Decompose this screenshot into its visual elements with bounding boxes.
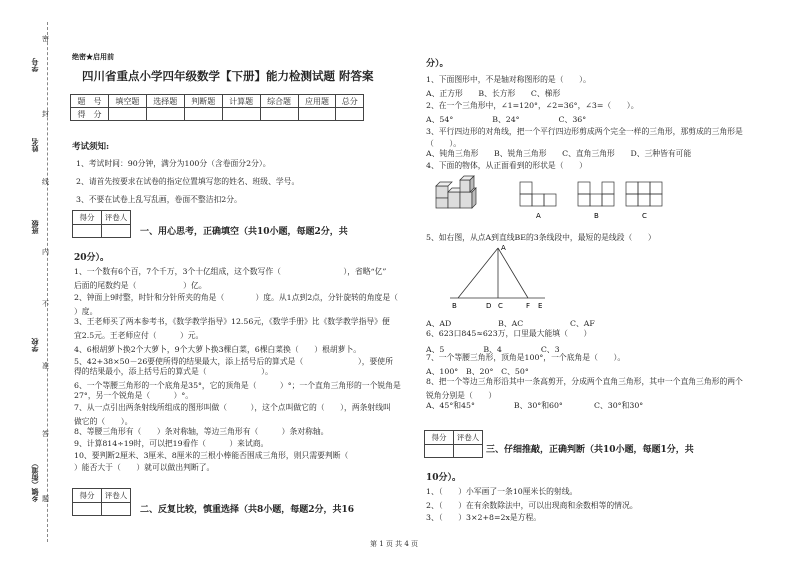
- table-cell: 选择题: [146, 95, 184, 108]
- page-title: 四川省重点小学四年级数学【下册】能力检测试题 附答案: [82, 69, 374, 83]
- question-line: A、5 B、4 C、3: [426, 345, 560, 354]
- question-line: 2、（ ）在有余数除法中，可以出现商和余数相等的情况。: [426, 501, 638, 510]
- seal-char: 不: [42, 300, 49, 308]
- question-line: ）能否大于（ ）就可以做出判断了。: [74, 463, 215, 472]
- question-line: 2、钟面上9时整，时针和分针所夹的角是（ ）度。从1点到2点，分针旋转的角度是（: [74, 293, 398, 302]
- question-line: 3、平行四边形的对角线，把一个平行四边形剪成两个完全一样的三角形，那剪成的三角形是: [426, 127, 743, 136]
- question-line: 3、王老师买了两本参考书，《数学教学指导》12.56元，《数学手册》比《数学教学指导》便: [74, 317, 390, 326]
- question-line: 5、42+38×50－26要使所得的结果最大，添上括号后的算式是（ ），要使所: [74, 357, 393, 366]
- question-line: A、正方形 B、长方形 C、梯形: [426, 89, 561, 98]
- table-cell: 计算题: [222, 95, 260, 108]
- scorebox-cell: [425, 445, 454, 458]
- scorebox-label: 评卷人: [102, 489, 131, 503]
- question-line: A、100° B、20° C、50°: [426, 367, 529, 376]
- scorebox-cell: [102, 503, 131, 516]
- table-cell: [184, 108, 222, 121]
- section3-heading-cont: 10分）。: [426, 473, 462, 483]
- table-cell: [298, 108, 336, 121]
- question-line: 1、一个数有6个百，7个千万，3个十亿组成，这个数写作（ ），省略“亿”: [74, 267, 387, 276]
- scorebox-label: 得分: [73, 211, 102, 225]
- question-line: （ ）。: [426, 139, 462, 148]
- notice-item: 2、请首先按要求在试卷的指定位置填写您的姓名、班级、学号。: [76, 177, 300, 186]
- notice-item: 1、考试时间：90分钟，满分为100分（含卷面分2分）。: [76, 159, 271, 168]
- seal-char: 线: [42, 178, 49, 186]
- question-line: 1、下面图形中，不是轴对称图形的是（ ）。: [426, 75, 591, 84]
- scorebox: [424, 430, 483, 458]
- figure-label-b: B: [594, 212, 599, 220]
- table-cell: 总分: [336, 95, 364, 108]
- table-cell: 综合题: [260, 95, 298, 108]
- point-label-c: C: [498, 302, 503, 310]
- question-line: 宜2.5元。王老师应付（ ）元。: [74, 331, 204, 340]
- question-line: ）度。: [74, 307, 98, 316]
- scorebox-cell: [454, 445, 483, 458]
- section1-heading: 一、用心思考，正确填空（共10小题，每题2分，共: [140, 227, 348, 237]
- question-line: 6、一个等腰三角形的一个底角是35°，它的顶角是（ ）°；一个直角三角形的一个锐角是: [74, 381, 401, 390]
- question-line: 8、把一个等边三角形沿其中一条高剪开，分成两个直角三角形，其中一个直角三角形的两个: [426, 377, 743, 386]
- scorebox-label: 评卷人: [102, 211, 131, 225]
- section3-heading: 三、仔细推敲，正确判断（共10小题，每题1分，共: [486, 445, 694, 455]
- point-label-f: F: [526, 302, 531, 310]
- side-label-township: 乡镇（街道）: [30, 460, 39, 502]
- question-line: 得的结果最小，添上括号后的算式是（ ）。: [74, 367, 273, 376]
- table-cell: 应用题: [298, 95, 336, 108]
- question-line: 4、6根胡萝卜换2个大萝卜，9个大萝卜换3棵白菜，6棵白菜换（ ）根胡萝卜。: [74, 345, 362, 354]
- question-line: A、54° B、24° C、36°: [426, 115, 587, 124]
- question-line: 27°，另一个锐角是（ ）°。: [74, 391, 194, 400]
- scorebox-cell: [73, 225, 102, 238]
- question-line: 9、计算814÷19时，可以把19看作（ ）来试商。: [74, 439, 269, 448]
- scorebox-label: 得分: [73, 489, 102, 503]
- seal-char: 准: [42, 362, 49, 370]
- scorebox-label: 得分: [425, 431, 454, 445]
- side-label-student-id: 学号: [30, 58, 39, 72]
- question-line: A、AD B、AC C、AF: [426, 319, 595, 328]
- question-line: 6、623口845≈623万，口里最大能填（ ）: [426, 329, 592, 338]
- seal-char: 封: [42, 110, 49, 118]
- scorebox-cell: [102, 225, 131, 238]
- notice-item: 3、不要在试卷上乱写乱画，卷面不整洁扣2分。: [76, 195, 242, 204]
- view-figure-a: [520, 182, 556, 206]
- question-line: 2、在一个三角形中，∠1=120°，∠2=36°，∠3=（ ）。: [426, 101, 639, 110]
- scorebox: [72, 488, 131, 516]
- cube-stack-figure: [436, 176, 476, 208]
- figure-label-c: C: [642, 212, 647, 220]
- table-row: [71, 95, 364, 108]
- section2-heading-cont: 分）。: [426, 59, 449, 69]
- table-cell: 得 分: [71, 108, 109, 121]
- page-footer: 第 1 页 共 4 页: [370, 540, 419, 548]
- q4-figures: [430, 170, 670, 225]
- question-line: 10、要判断2厘米、3厘米、8厘米的三根小棒能否围成三角形，则只需要判断（: [74, 451, 349, 460]
- point-label-b: B: [452, 302, 457, 310]
- scorebox: [72, 210, 131, 238]
- q5-geometry: [440, 242, 555, 312]
- table-cell: 题 号: [71, 95, 109, 108]
- figure-label-a: A: [536, 212, 541, 220]
- seal-char: 答: [42, 430, 49, 438]
- table-cell: 判断题: [184, 95, 222, 108]
- point-label-e: E: [538, 302, 543, 310]
- point-label-d: D: [486, 302, 492, 310]
- scorebox-cell: [73, 503, 102, 516]
- binding-line: [47, 22, 48, 542]
- question-line: 后面的尾数约是（ ）亿。: [74, 281, 207, 290]
- notice-heading: 考试须知:: [72, 142, 110, 152]
- point-label-a: A: [501, 244, 506, 252]
- score-table: [70, 94, 364, 121]
- side-label-school: 学校: [30, 338, 39, 352]
- table-row: [71, 108, 364, 121]
- view-figure-c: [626, 182, 662, 206]
- table-cell: [146, 108, 184, 121]
- table-cell: [260, 108, 298, 121]
- seal-char: 题: [42, 495, 49, 503]
- view-figure-b: [578, 182, 614, 206]
- section2-heading: 二、反复比较，慎重选择（共8小题，每题2分，共16: [140, 505, 355, 515]
- question-line: 7、从一点引出两条射线所组成的图形叫做（ ），这个点叫做它的（ ），两条射线叫: [74, 403, 391, 412]
- table-cell: [336, 108, 364, 121]
- table-cell: 填空题: [108, 95, 146, 108]
- question-line: A、钝角三角形 B、锐角三角形 C、直角三角形 D、三种皆有可能: [426, 149, 692, 158]
- table-cell: [222, 108, 260, 121]
- seal-char: 密: [42, 35, 49, 43]
- question-line: 5、如右图，从点A到直线BE的3条线段中，最短的是线段（ ）: [426, 233, 656, 242]
- question-line: 7、一个等腰三角形，顶角是100°，一个底角是（ ）。: [426, 353, 626, 362]
- question-line: A、45°和45° B、30°和60° C、30°和30°: [426, 401, 644, 410]
- table-cell: [108, 108, 146, 121]
- question-line: 锐角分别是（ ）: [426, 391, 497, 400]
- seal-char: 内: [42, 248, 49, 256]
- secret-label: 绝密★启用前: [72, 52, 114, 61]
- scorebox-label: 评卷人: [454, 431, 483, 445]
- side-label-class: 班级: [30, 220, 39, 234]
- question-line: 8、等腰三角形有（ ）条对称轴，等边三角形有（ ）条对称轴。: [74, 427, 329, 436]
- question-line: 1、（ ）小军画了一条10厘米长的射线。: [426, 487, 578, 496]
- section1-heading-cont: 20分）。: [74, 253, 110, 263]
- question-line: 4、下面的物体，从正面看到的形状是（ ）: [426, 161, 587, 170]
- side-label-name: 姓名: [30, 138, 39, 152]
- question-line: 做它的（ ）。: [74, 417, 133, 426]
- question-line: 3、（ ）3×2+8=2x是方程。: [426, 513, 542, 522]
